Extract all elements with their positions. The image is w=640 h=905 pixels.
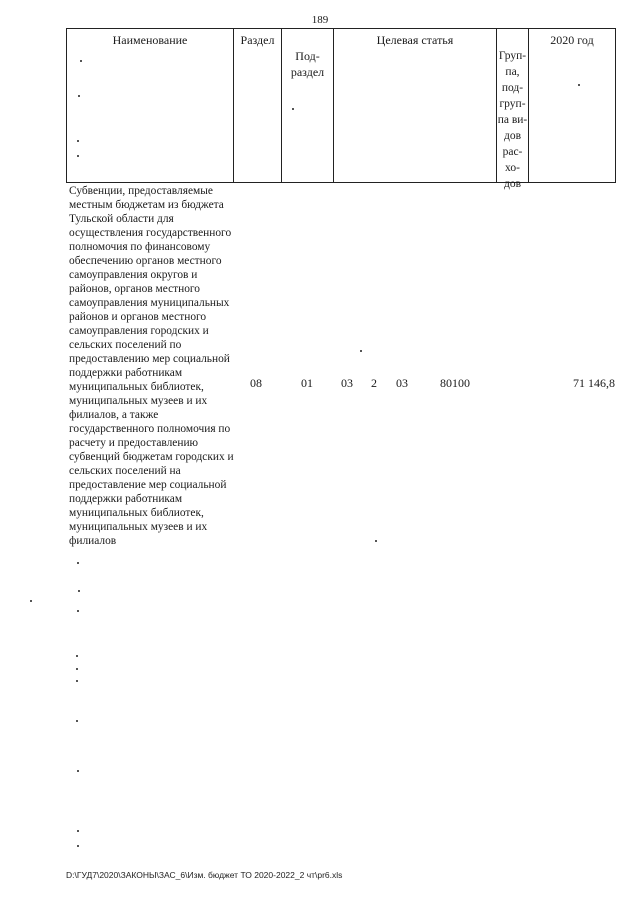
- header-name-label: Наименование: [112, 33, 188, 47]
- header-section-label: Раздел: [240, 33, 275, 47]
- row-article-part3: 03: [396, 376, 408, 390]
- footer-file-path: D:\ГУД7\2020\ЗАКОНЫ\ЗАС_6\Изм. бюджет ТО 2020-2022_2 чт\pr6.xls: [66, 870, 343, 880]
- row-article-part4: 80100: [440, 376, 470, 390]
- header-year: [529, 29, 615, 182]
- table-header: [66, 28, 616, 190]
- header-section: [234, 29, 282, 182]
- header-group: [497, 29, 529, 190]
- header-target-article-label: Целевая статья: [376, 33, 454, 47]
- header-group-label: Груп- па, под- груп- па ви- дов рас- хо- дов: [497, 50, 528, 190]
- header-name: [67, 29, 234, 182]
- header-subsection-label: Под- раздел: [290, 49, 325, 79]
- row-subsection: 01: [301, 376, 313, 390]
- page-number: 189: [311, 14, 329, 26]
- row-article-part2: 2: [371, 376, 377, 390]
- header-year-label: 2020 год: [550, 33, 594, 47]
- header-target-article: [334, 29, 497, 182]
- row-name: Субвенции, предоставляемые местным бюджетам из бюджета Тульской области для осуществления государственного полномочия по финансовому обеспечению органов местного самоуправления округов и районов, органов местного самоуправления муниципальных районов и органов местного самоуправления городских и сельских поселений по предоставлению мер социальной поддержки работникам муниципальных библиотек, муниципальных музеев и их филиалов, а также государственного полномочия по расчету и предоставлению субвенций бюджетам городских и сельских поселений на предоставление мер социальной поддержки работникам муниципальных библиотек, муниципальных музеев и их филиалов: [69, 185, 234, 547]
- row-article-part1: 03: [341, 376, 353, 390]
- row-amount: 71 146,8: [573, 376, 615, 390]
- row-section: 08: [250, 376, 262, 390]
- header-subsection: [282, 29, 334, 182]
